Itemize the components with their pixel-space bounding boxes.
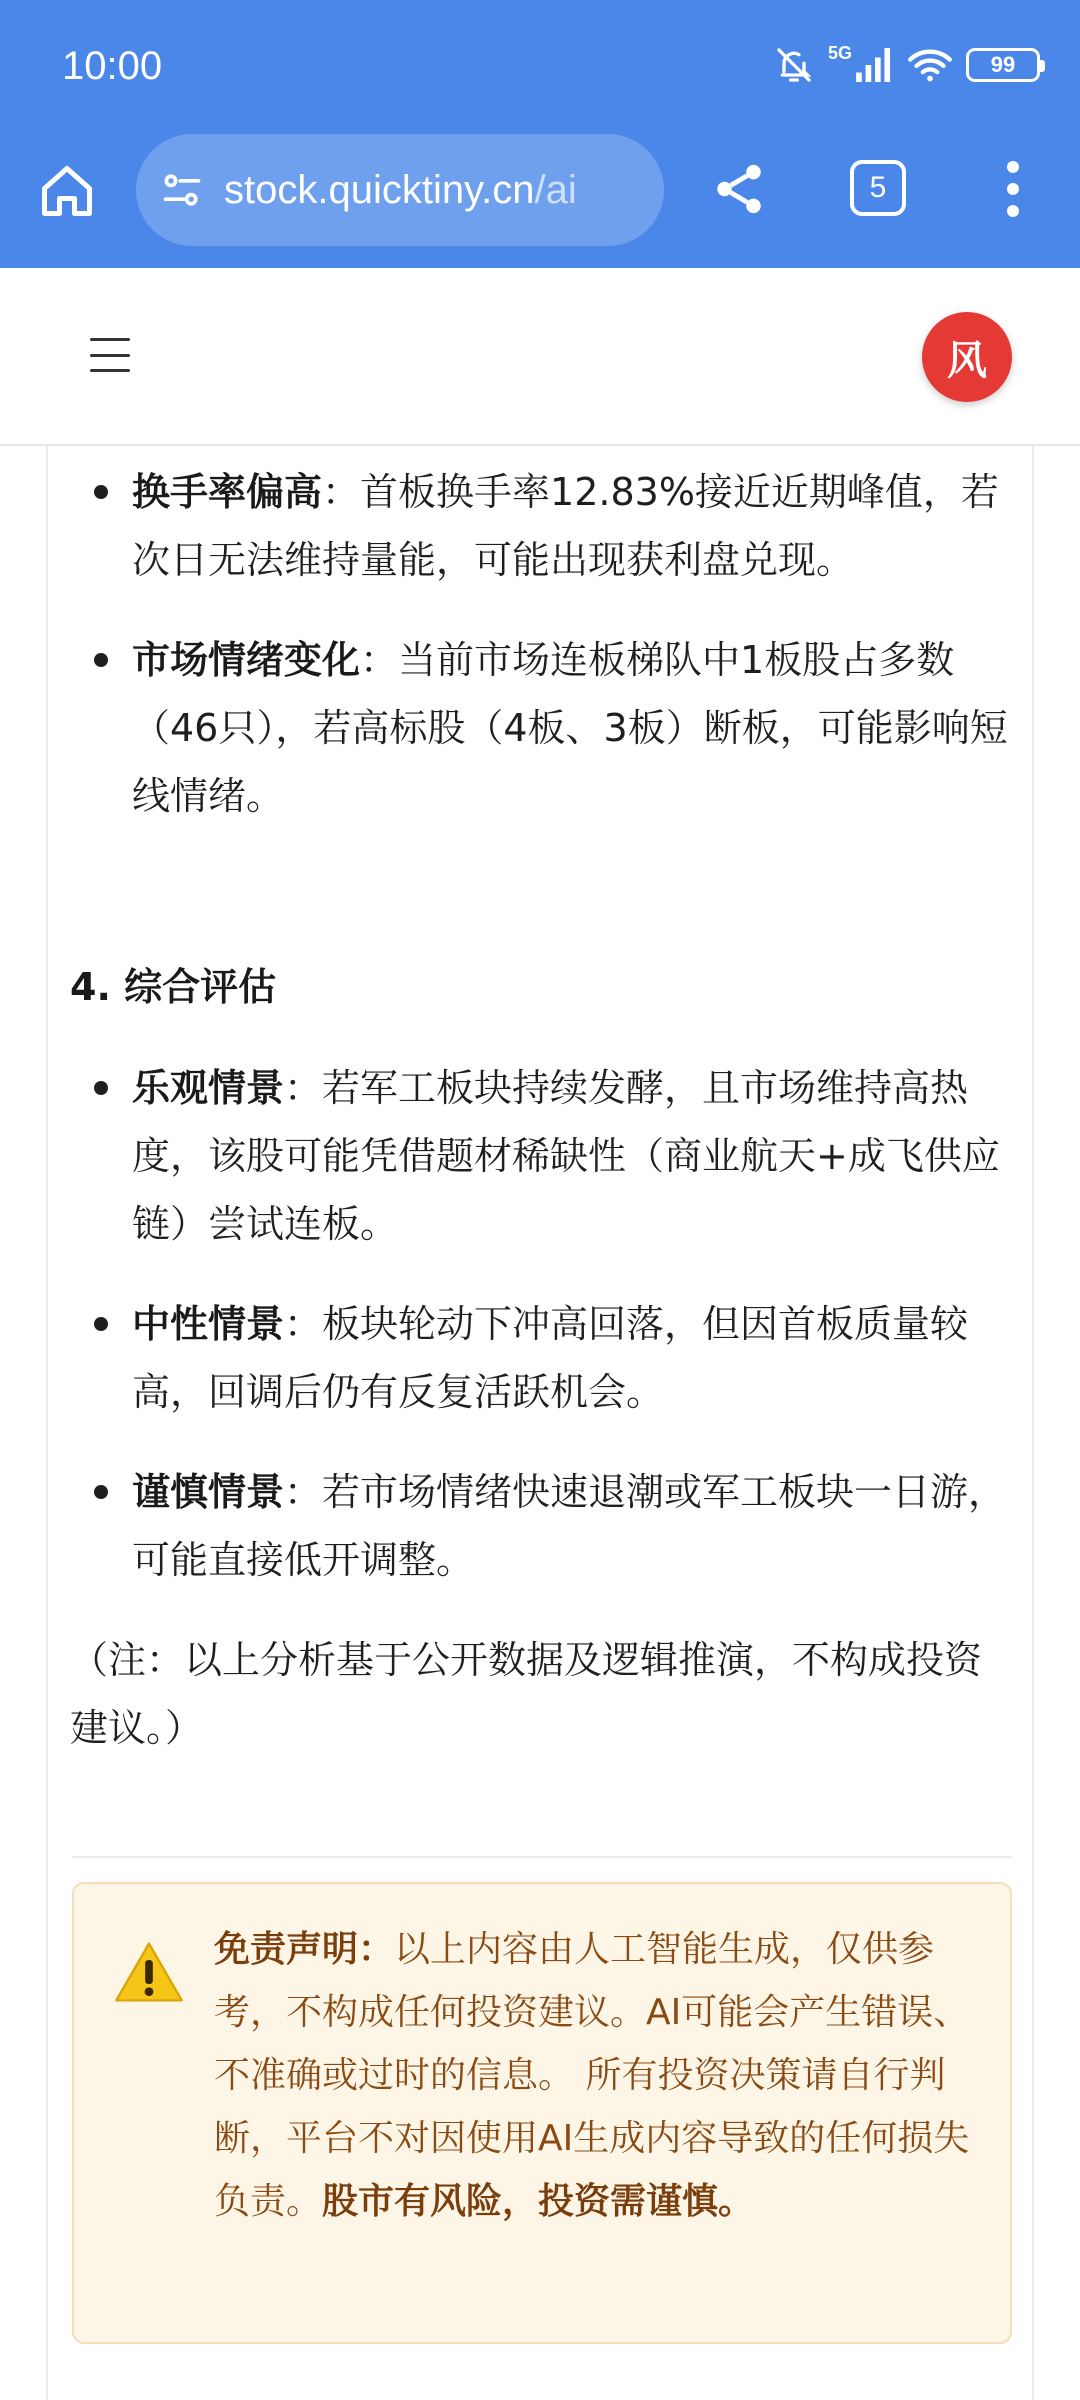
divider [72,1856,1012,1858]
address-bar[interactable] [136,134,664,246]
list-item: 换手率偏高：首板换手率12.83%接近近期峰值，若次日无法维持量能，可能出现获利盘兑现。 [72,458,1012,594]
list-item: 乐观情景：若军工板块持续发酵，且市场维持高热度，该股可能凭借题材稀缺性（商业航天+成飞供应链）尝试连板。 [72,1054,1012,1258]
bell-muted-icon [774,45,814,85]
list-item: 市场情绪变化：当前市场连板梯队中1板股占多数（46只），若高标股（4板、3板）断板，可能影响短线情绪。 [72,626,1012,830]
url-text [224,168,577,213]
tabs-button[interactable] [850,160,906,216]
status-bar [0,0,1080,130]
disclaimer-text [214,1918,974,2233]
avatar-letter: 风 [947,337,987,384]
list-item: 中性情景：板块轮动下冲高回落，但因首板质量较高，回调后仍有反复活跃机会。 [72,1290,1012,1426]
warning-icon [114,1940,184,2004]
network-type: 5G [827,42,852,63]
item-title: 谨慎情景 [132,1470,285,1514]
disclaimer-body: 以上内容由人工智能生成，仅供参考，不构成任何投资建议。AI可能会产生错误、不准确或过时的信息。 所有投资决策请自行判断，平台不对因使用AI生成内容导致的任何损失负责。 [214,1929,970,2222]
site-settings-icon [160,168,204,212]
home-button[interactable] [34,158,100,224]
analysis-note: （注：以上分析基于公开数据及逻辑推演，不构成投资建议。） [70,1638,983,1750]
home-icon [37,161,97,221]
scenario-list [72,1054,1012,1594]
disclaimer-label: 免责声明： [214,1929,395,1970]
tab-count: 5 [869,171,887,204]
item-text: 若军工板块持续发酵，且市场维持高热度，该股可能凭借题材稀缺性（商业航天+成飞供应链）尝试连板。 [132,1066,1000,1246]
battery-icon [966,48,1040,82]
signal-icon [856,48,894,82]
share-icon [710,160,768,218]
item-text: 当前市场连板梯队中1板股占多数（46只），若高标股（4板、3板）断板，可能影响短线情绪。 [132,638,1008,818]
disclaimer-box [72,1882,1012,2344]
disclaimer-emphasis: 股市有风险，投资需谨慎。 [322,2181,755,2222]
content-card [46,446,1034,2400]
item-text: 板块轮动下冲高回落，但因首板质量较高，回调后仍有反复活跃机会。 [132,1302,969,1414]
url-host: stock.quicktiny.cn [224,167,535,212]
list-item: 谨慎情景：若市场情绪快速退潮或军工板块一日游，可能直接低开调整。 [72,1458,1012,1594]
url-path: /ai [534,167,577,212]
hamburger-icon[interactable] [90,338,130,372]
site-header [0,268,1080,446]
avatar[interactable] [922,312,1012,402]
share-button[interactable] [706,156,772,222]
site-settings-button[interactable] [156,164,208,216]
wifi-icon [908,47,952,83]
risk-list [72,458,1012,830]
more-vert-button[interactable] [990,156,1036,222]
item-text: 若市场情绪快速退潮或军工板块一日游，可能直接低开调整。 [132,1470,1007,1582]
item-title: 换手率偏高 [132,470,323,514]
item-title: 乐观情景 [132,1066,285,1110]
status-time: 10:00 [62,44,163,88]
more-vert-icon [1007,161,1019,173]
battery-level: 99 [990,52,1016,77]
item-text: 首板换手率12.83%接近近期峰值，若次日无法维持量能，可能出现获利盘兑现。 [132,470,999,582]
section-title: 4. 综合评估 [70,965,277,1009]
browser-chrome [0,0,1080,268]
browser-toolbar [0,130,1080,250]
item-title: 市场情绪变化 [132,638,361,682]
status-icons [774,42,1040,88]
item-title: 中性情景 [132,1302,285,1346]
